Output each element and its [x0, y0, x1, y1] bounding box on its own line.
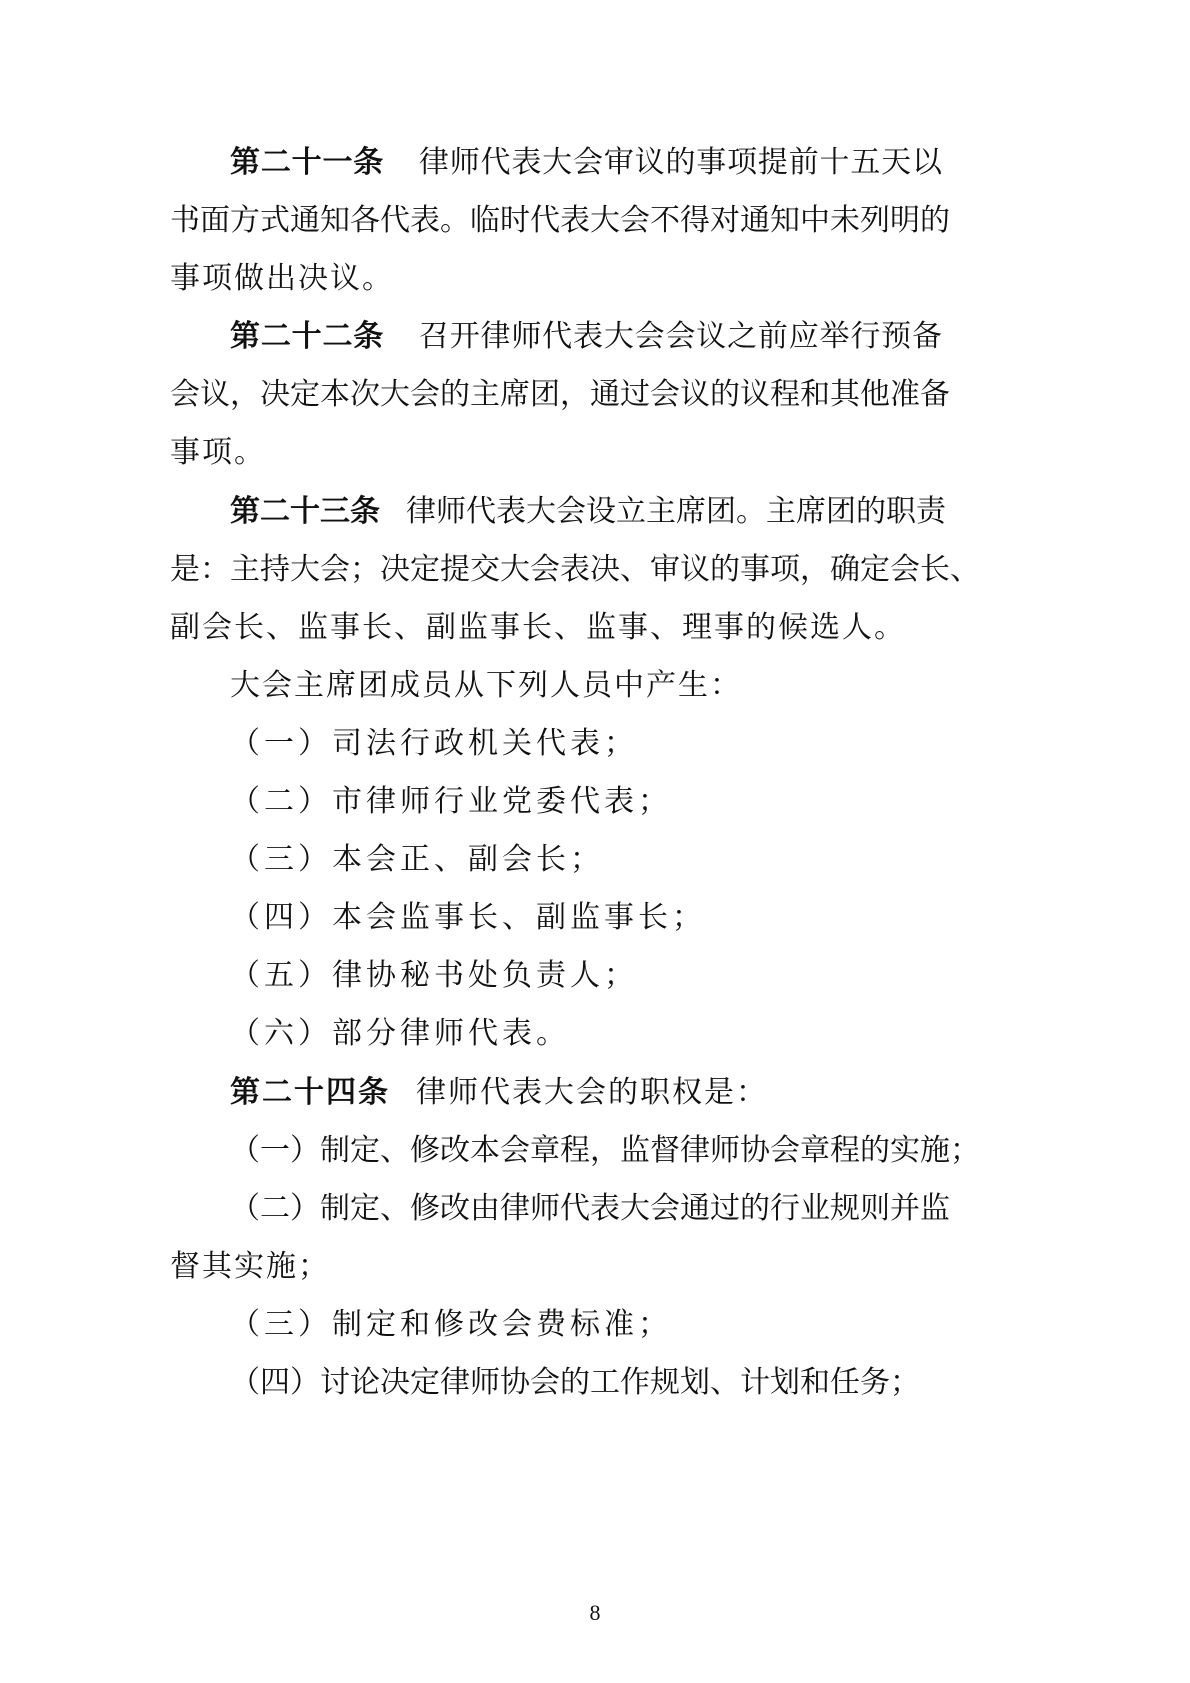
article-24-item-2-cont: 督其实施；	[170, 1249, 330, 1284]
article-21-text-1: 律师代表大会审议的事项提前十五天以	[418, 145, 943, 180]
article-23-text-1: 律师代表大会设立主席团。主席团的职责	[406, 494, 946, 529]
article-21-heading: 第二十一条	[230, 145, 385, 180]
article-23-item-3: （三）本会正、副会长；	[230, 842, 604, 877]
article-23-line-1	[230, 489, 946, 535]
article-23-item-1: （一）司法行政机关代表；	[230, 726, 638, 761]
article-24-item-4: （四）讨论决定律师协会的工作规划、计划和任务；	[230, 1365, 920, 1400]
article-23-item-6: （六）部分律师代表。	[230, 1016, 570, 1051]
article-24-item-3: （三）制定和修改会费标准；	[230, 1307, 672, 1342]
article-24-heading: 第二十四条	[230, 1075, 390, 1110]
article-23-item-4: （四）本会监事长、副监事长；	[230, 900, 706, 935]
article-23-item-5: （五）律协秘书处负责人；	[230, 958, 638, 993]
article-21-line-3: 事项做出决议。	[170, 261, 394, 296]
article-23-sub-intro: 大会主席团成员从下列人员中产生：	[230, 668, 742, 703]
article-22-line-3: 事项。	[170, 435, 266, 470]
article-24-item-1: （一）制定、修改本会章程，监督律师协会章程的实施；	[230, 1133, 980, 1168]
article-23-item-2: （二）市律师行业党委代表；	[230, 784, 672, 819]
article-21-line-2: 书面方式通知各代表。临时代表大会不得对通知中未列明的	[170, 203, 950, 238]
article-21-line-1	[230, 140, 942, 186]
article-22-line-2: 会议，决定本次大会的主席团，通过会议的议程和其他准备	[170, 377, 950, 412]
article-24-item-2: （二）制定、修改由律师代表大会通过的行业规则并监	[230, 1191, 950, 1226]
article-22-heading: 第二十二条	[230, 319, 385, 354]
article-24-intro: 律师代表大会的职权是：	[416, 1075, 768, 1110]
page-number: 8	[589, 1600, 601, 1625]
article-23-heading: 第二十三条	[230, 494, 380, 529]
article-22-text-1: 召开律师代表大会会议之前应举行预备	[418, 319, 943, 354]
article-23-line-2: 是：主持大会；决定提交大会表决、审议的事项，确定会长、	[170, 552, 980, 587]
article-24-line-1	[230, 1070, 768, 1116]
article-22-line-1	[230, 314, 942, 360]
article-23-line-3: 副会长、监事长、副监事长、监事、理事的候选人。	[170, 610, 906, 645]
